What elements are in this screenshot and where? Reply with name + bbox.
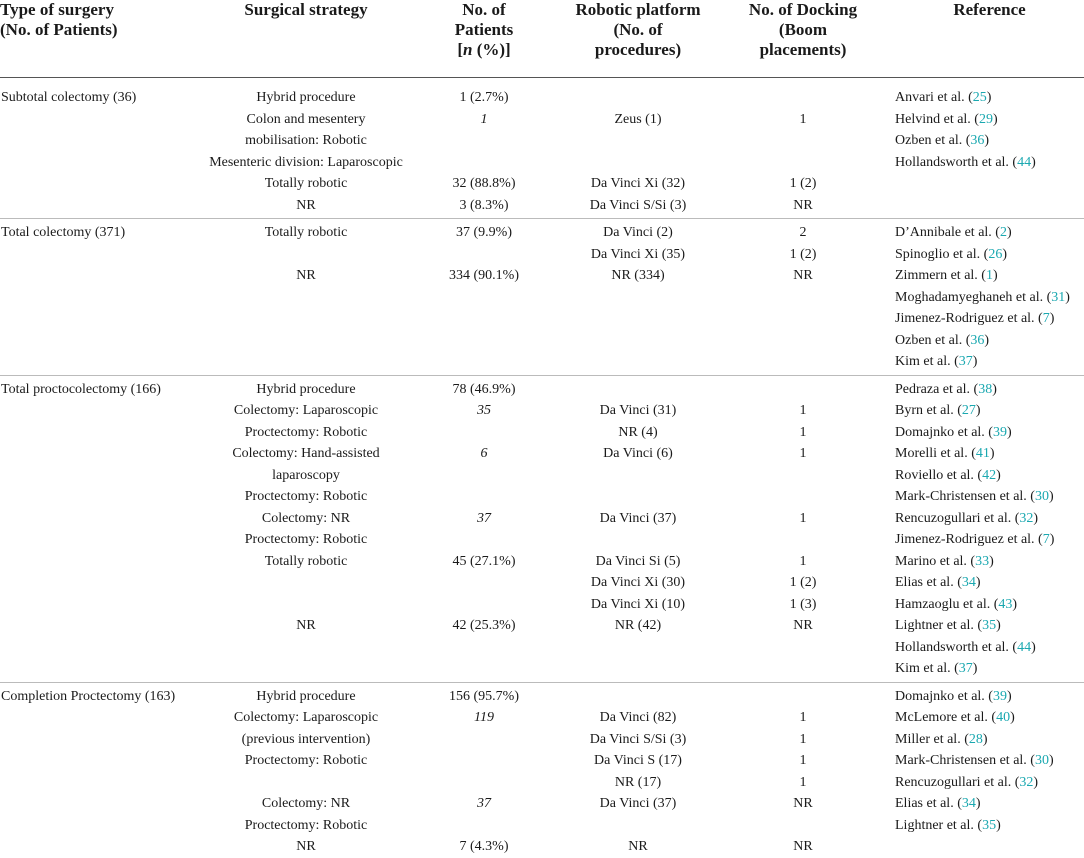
table-cell-c2: NR (296, 839, 316, 854)
table-cell-c5: 1 (799, 510, 807, 526)
table-cell-c2: Totally robotic (264, 553, 348, 569)
table-row (0, 686, 1084, 708)
reference-cell (895, 772, 1084, 794)
reference-author: Rencuzogullari et al. ( (895, 510, 1020, 526)
reference-link[interactable]: 30 (1034, 489, 1049, 504)
table-cell-c4: NR (334) (611, 268, 665, 283)
table-row (0, 422, 1084, 444)
reference-link[interactable]: 37 (958, 661, 973, 676)
reference-close-paren: ) (1010, 710, 1015, 725)
reference-link[interactable]: 40 (996, 710, 1011, 725)
table-row (0, 572, 1084, 594)
table-cell-c5: NR (793, 618, 813, 633)
table-cell-c4: NR (17) (614, 774, 662, 790)
table-row (0, 109, 1084, 131)
reference-cell (895, 130, 1084, 152)
table-row (0, 729, 1084, 751)
table-cell-c1: Subtotal colectomy (36) (1, 90, 137, 105)
section-rule (0, 375, 1084, 376)
reference-link[interactable]: 35 (982, 817, 997, 833)
table-cell-c2: NR (296, 268, 316, 283)
table-row (0, 443, 1084, 465)
table-row (0, 815, 1084, 837)
reference-cell (895, 465, 1084, 487)
table-cell-c3: 3 (8.3%) (459, 197, 509, 213)
table-cell-c3: 37 (9.9%) (456, 225, 512, 240)
reference-cell (895, 572, 1084, 594)
section-rule (0, 682, 1084, 683)
table-cell-c4: Da Vinci S/Si (3) (589, 731, 687, 747)
reference-close-paren: ) (1048, 489, 1054, 504)
table-cell-c3: 7 (4.3%) (459, 839, 509, 854)
table-cell-c5: 1 (799, 774, 807, 790)
table-row (0, 330, 1084, 352)
reference-close-paren: ) (989, 446, 995, 461)
reference-author: Roviello et al. ( (895, 467, 983, 483)
reference-cell (895, 793, 1084, 815)
reference-link[interactable]: 7 (1042, 532, 1050, 547)
table-cell-c3: 119 (474, 710, 494, 725)
table-cell-c3: 156 (95.7%) (449, 688, 519, 704)
reference-close-paren: ) (996, 467, 1001, 483)
table-cell-c3: 35 (477, 403, 491, 418)
table-cell-c3: 37 (477, 796, 491, 811)
table-row (0, 465, 1084, 487)
table-cell-c4: Da Vinci (37) (599, 796, 677, 811)
reference-cell (895, 551, 1084, 573)
table-cell-c3: 78 (46.9%) (452, 381, 516, 397)
table-row (0, 594, 1084, 616)
reference-author: Helvind et al. ( (895, 111, 979, 127)
reference-author: Lightner et al. ( (895, 817, 983, 833)
reference-link[interactable]: 31 (1051, 289, 1066, 305)
reference-close-paren: ) (982, 731, 988, 747)
table-row (0, 750, 1084, 772)
table-cell-c4: Zeus (1) (614, 111, 662, 127)
reference-author: Hollandsworth et al. ( (895, 639, 1018, 655)
table-cell-c4: Da Vinci Xi (35) (590, 246, 686, 262)
reference-close-paren: ) (1012, 596, 1018, 612)
reference-close-paren: ) (1065, 289, 1070, 305)
reference-close-paren: ) (996, 618, 1001, 633)
table-cell-c5: 1 (2) (789, 176, 817, 191)
table-cell-c2: Proctectomy: Robotic (244, 817, 368, 833)
reference-cell (895, 379, 1084, 401)
reference-author: Marino et al. ( (895, 553, 976, 569)
table-row (0, 529, 1084, 551)
table-row (0, 551, 1084, 573)
table-cell-c4: Da Vinci (37) (599, 510, 677, 526)
reference-author: Byrn et al. ( (895, 403, 962, 418)
reference-author: Ozben et al. ( (895, 332, 971, 348)
reference-cell (895, 351, 1084, 373)
reference-author: Jimenez-Rodriguez et al. ( (895, 532, 1043, 547)
table-cell-c5: 2 (799, 225, 807, 240)
table-cell-c4: Da Vinci (6) (603, 446, 673, 461)
table-cell-c2: Colectomy: Laparoscopic (233, 710, 379, 725)
table-row (0, 379, 1084, 401)
reference-link[interactable]: 7 (1042, 311, 1050, 326)
header-reference: Reference (953, 0, 1026, 19)
reference-cell (895, 815, 1084, 837)
reference-cell (895, 443, 1084, 465)
reference-link[interactable]: 32 (1019, 774, 1034, 790)
reference-link[interactable]: 34 (961, 796, 976, 811)
reference-link[interactable]: 44 (1017, 154, 1032, 170)
table-cell-c2: NR (296, 618, 316, 633)
table-cell-c1: Total colectomy (371) (1, 225, 126, 240)
reference-author: Anvari et al. ( (895, 90, 973, 105)
reference-close-paren: ) (992, 268, 998, 283)
table-cell-c2: Colectomy: NR (261, 796, 351, 811)
reference-close-paren: ) (1033, 774, 1039, 790)
table-row (0, 222, 1084, 244)
reference-link[interactable]: 1 (985, 268, 993, 283)
table-cell-c2: Proctectomy: Robotic (244, 489, 368, 504)
reference-author: Hollandsworth et al. ( (895, 154, 1018, 170)
reference-link[interactable]: 33 (975, 553, 990, 569)
reference-cell (895, 658, 1084, 680)
reference-cell (895, 330, 1084, 352)
reference-close-paren: ) (989, 553, 994, 569)
table-row (0, 244, 1084, 266)
reference-close-paren: ) (1031, 639, 1036, 655)
table-cell-c5: 1 (799, 553, 807, 569)
reference-author: Spinoglio et al. ( (895, 246, 989, 262)
table-cell-c5: 1 (799, 731, 807, 747)
reference-link[interactable]: 38 (978, 381, 993, 397)
reference-link[interactable]: 34 (961, 575, 976, 590)
reference-link[interactable]: 27 (961, 403, 976, 418)
table-cell-c4: Da Vinci (82) (599, 710, 677, 725)
table-cell-c2: Colon and mesentery (246, 111, 366, 127)
reference-link[interactable]: 39 (992, 688, 1007, 704)
table-cell-c2: Colectomy: Hand-assisted (232, 446, 380, 461)
reference-cell (895, 87, 1084, 109)
reference-link[interactable]: 29 (978, 111, 993, 127)
reference-author: Mark-Christensen et al. ( (895, 489, 1035, 504)
table-cell-c5: 1 (799, 446, 807, 461)
reference-close-paren: ) (996, 817, 1001, 833)
reference-cell (895, 400, 1084, 422)
reference-cell (895, 287, 1084, 309)
table-cell-c1: Completion Proctectomy (163) (1, 688, 176, 704)
reference-close-paren: ) (975, 575, 981, 590)
header-no-of-docking: No. of Docking (Boom placements) (748, 0, 858, 59)
reference-author: Rencuzogullari et al. ( (895, 774, 1020, 790)
table-row (0, 508, 1084, 530)
reference-close-paren: ) (992, 381, 997, 397)
reference-link[interactable]: 28 (968, 731, 983, 747)
reference-close-paren: ) (1006, 424, 1012, 440)
table-row (0, 836, 1084, 858)
reference-close-paren: ) (984, 133, 990, 148)
table-cell-c4: NR (42) (614, 618, 662, 633)
reference-author: Kim et al. ( (895, 661, 959, 676)
table-cell-c3: 37 (477, 510, 491, 526)
reference-cell (895, 152, 1084, 174)
table-cell-c2: laparoscopy (272, 467, 340, 483)
reference-close-paren: ) (992, 111, 998, 127)
table-row (0, 152, 1084, 174)
table-row (0, 265, 1084, 287)
reference-cell (895, 308, 1084, 330)
table-cell-c2: mobilisation: Robotic (245, 133, 367, 148)
reference-close-paren: ) (975, 403, 981, 418)
reference-cell (895, 594, 1084, 616)
table-cell-c4: Da Vinci S/Si (3) (589, 197, 687, 213)
reference-author: Moghadamyeghaneh et al. ( (895, 289, 1052, 305)
reference-author: Domajnko et al. ( (895, 424, 993, 440)
reference-author: Pedraza et al. ( (895, 381, 979, 397)
table-cell-c2: Hybrid procedure (256, 90, 356, 105)
table-cell-c3: 1 (480, 111, 488, 127)
reference-cell (895, 707, 1084, 729)
table-cell-c4: Da Vinci S (17) (594, 753, 682, 768)
reference-close-paren: ) (972, 661, 978, 676)
reference-cell (895, 529, 1084, 551)
reference-close-paren: ) (1006, 688, 1012, 704)
table-row (0, 308, 1084, 330)
table-row (0, 400, 1084, 422)
table-row (0, 87, 1084, 109)
reference-cell (895, 222, 1084, 244)
table-cell-c5: 1 (3) (789, 596, 817, 612)
table-cell-c5: 1 (799, 753, 807, 768)
reference-link[interactable]: 36 (970, 133, 985, 148)
table-row (0, 195, 1084, 217)
reference-close-paren: ) (972, 354, 978, 369)
table-cell-c2: Totally robotic (264, 176, 348, 191)
reference-close-paren: ) (1031, 154, 1036, 170)
table-cell-c1: Total proctocolectomy (166) (1, 381, 161, 397)
reference-author: Domajnko et al. ( (895, 688, 993, 704)
reference-close-paren: ) (1002, 246, 1007, 262)
table-row (0, 130, 1084, 152)
table-cell-c4: Da Vinci (2) (603, 225, 673, 240)
reference-author: Ozben et al. ( (895, 133, 971, 148)
table-cell-c5: NR (793, 197, 813, 213)
table-cell-c4: Da Vinci (31) (599, 403, 677, 418)
reference-cell (895, 637, 1084, 659)
reference-close-paren: ) (1049, 532, 1055, 547)
reference-link[interactable]: 32 (1019, 510, 1034, 526)
reference-link[interactable]: 30 (1034, 753, 1049, 768)
reference-link[interactable]: 37 (958, 354, 973, 369)
table-cell-c3: 45 (27.1%) (452, 553, 516, 569)
reference-link[interactable]: 43 (998, 596, 1013, 612)
reference-link[interactable]: 42 (982, 467, 997, 483)
table-row (0, 658, 1084, 680)
table-cell-c5: NR (793, 268, 813, 283)
reference-cell (895, 265, 1084, 287)
table-row (0, 351, 1084, 373)
table-cell-c2: Colectomy: Laparoscopic (233, 403, 379, 418)
reference-cell (895, 109, 1084, 131)
table-cell-c2: Colectomy: NR (261, 510, 351, 526)
reference-close-paren: ) (975, 796, 981, 811)
table-cell-c5: 1 (2) (789, 246, 817, 262)
reference-close-paren: ) (1033, 510, 1039, 526)
header-no-of-patients: No. of Patients [n (%)] (454, 0, 514, 59)
reference-author: Jimenez-Rodriguez et al. ( (895, 311, 1043, 326)
table-row (0, 637, 1084, 659)
reference-close-paren: ) (1006, 225, 1012, 240)
table-cell-c2: Proctectomy: Robotic (244, 753, 368, 768)
table-row (0, 615, 1084, 637)
table-cell-c2: Hybrid procedure (256, 381, 356, 397)
table-cell-c3: 6 (480, 446, 488, 461)
reference-cell (895, 750, 1084, 772)
table-cell-c5: NR (793, 839, 813, 854)
table-cell-c2: Proctectomy: Robotic (244, 424, 368, 440)
reference-link[interactable]: 36 (970, 332, 985, 348)
reference-author: Elias et al. ( (895, 575, 962, 590)
table-cell-c3: 334 (90.1%) (449, 268, 519, 283)
table-cell-c2: Totally robotic (264, 225, 348, 240)
table-cell-c4: Da Vinci Si (5) (595, 553, 681, 569)
section-rule (0, 218, 1084, 219)
reference-cell (895, 486, 1084, 508)
reference-close-paren: ) (1049, 311, 1055, 326)
table-row (0, 707, 1084, 729)
table-cell-c2: NR (296, 197, 316, 213)
reference-cell (895, 422, 1084, 444)
table-cell-c4: NR (628, 839, 648, 854)
table-row (0, 772, 1084, 794)
reference-link[interactable]: 44 (1017, 639, 1032, 655)
table-cell-c5: 1 (799, 710, 807, 725)
reference-link[interactable]: 41 (975, 446, 990, 461)
table-row (0, 486, 1084, 508)
reference-author: Lightner et al. ( (895, 618, 983, 633)
table-row (0, 287, 1084, 309)
reference-close-paren: ) (1048, 753, 1054, 768)
table-cell-c3: 1 (2.7%) (459, 90, 509, 105)
reference-author: McLemore et al. ( (895, 710, 997, 725)
table-cell-c5: 1 (799, 424, 807, 440)
reference-author: D’Annibale et al. ( (895, 225, 1000, 240)
reference-cell (895, 244, 1084, 266)
table-cell-c3: 42 (25.3%) (452, 618, 516, 633)
table-cell-c4: Da Vinci Xi (32) (590, 176, 686, 191)
table-cell-c5: NR (793, 796, 813, 811)
reference-author: Morelli et al. ( (895, 446, 976, 461)
reference-author: Zimmern et al. ( (895, 268, 986, 283)
table-cell-c5: 1 (2) (789, 575, 817, 590)
reference-cell (895, 729, 1084, 751)
reference-link[interactable]: 2 (999, 225, 1007, 240)
reference-close-paren: ) (986, 90, 992, 105)
table-cell-c2: Hybrid procedure (256, 688, 356, 704)
table-cell-c4: NR (4) (618, 424, 658, 440)
reference-cell (895, 508, 1084, 530)
header-rule (0, 77, 1084, 78)
reference-author: Hamzaoglu et al. ( (895, 596, 999, 612)
table-cell-c2: Proctectomy: Robotic (244, 532, 368, 547)
table-row (0, 793, 1084, 815)
table-cell-c4: Da Vinci Xi (10) (590, 596, 686, 612)
header-robotic-platform: Robotic platform (No. of procedures) (575, 0, 701, 59)
reference-author: Kim et al. ( (895, 354, 959, 369)
header-type-of-surgery: Type of surgery (No. of Patients) (0, 0, 118, 39)
header-surgical-strategy: Surgical strategy (244, 0, 368, 19)
table-cell-c2: (previous intervention) (241, 731, 371, 747)
reference-cell (895, 615, 1084, 637)
table-cell-c3: 32 (88.8%) (452, 176, 516, 191)
reference-link[interactable]: 26 (988, 246, 1003, 262)
table-cell-c2: Mesenteric division: Laparoscopic (209, 154, 403, 170)
reference-close-paren: ) (984, 332, 990, 348)
reference-author: Miller et al. ( (895, 731, 969, 747)
table-header (0, 0, 1084, 76)
table-row (0, 173, 1084, 195)
table-cell-c4: Da Vinci Xi (30) (590, 575, 686, 590)
reference-link[interactable]: 39 (992, 424, 1007, 440)
reference-cell (895, 686, 1084, 708)
reference-author: Mark-Christensen et al. ( (895, 753, 1035, 768)
reference-link[interactable]: 25 (972, 90, 987, 105)
table-cell-c5: 1 (799, 111, 807, 127)
reference-link[interactable]: 35 (982, 618, 997, 633)
reference-author: Elias et al. ( (895, 796, 962, 811)
table-cell-c5: 1 (799, 403, 807, 418)
